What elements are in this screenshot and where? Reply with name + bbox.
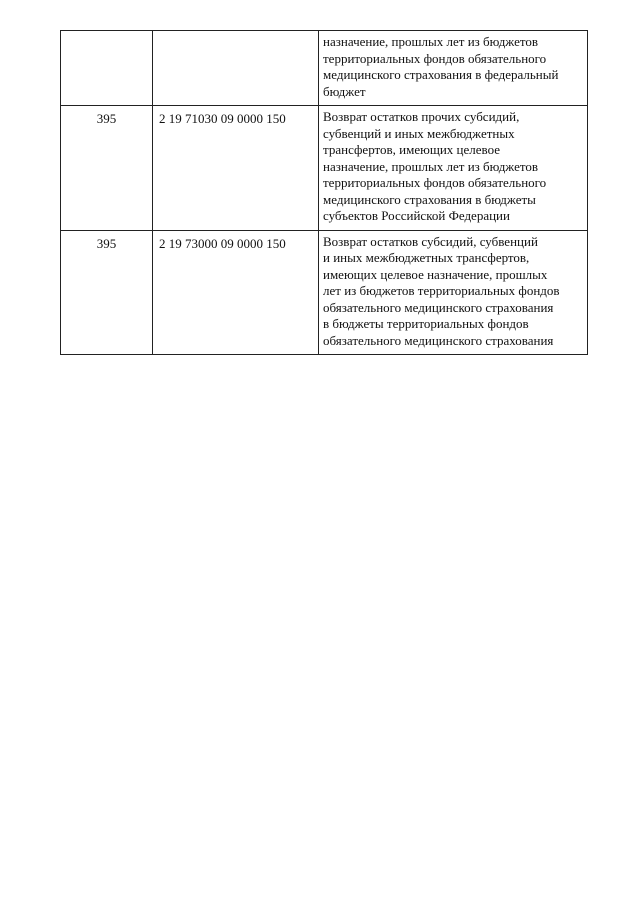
description-line: Возврат остатков прочих субсидий, <box>323 109 520 124</box>
budget-classification-code-cell <box>153 31 319 106</box>
description-line: имеющих целевое назначение, прошлых <box>323 266 548 282</box>
description-line: территориальных фондов обязательного <box>323 175 547 190</box>
description-line: назначение, прошлых лет из бюджетов <box>323 34 539 49</box>
budget-codes-table <box>60 30 588 355</box>
description-line: и иных межбюджетных трансфертов, <box>323 250 530 265</box>
description-line: назначение, прошлых лет из бюджетов <box>323 158 539 174</box>
description-line: обязательного медицинского страхования <box>323 332 554 348</box>
budget-classification-code-cell: 2 19 73000 09 0000 150 <box>153 230 319 355</box>
description-line: субвенций и иных межбюджетных <box>323 125 515 141</box>
description-line: бюджет <box>323 83 366 99</box>
description-line: лет из бюджетов территориальных фондов <box>323 283 560 298</box>
description-line: в бюджеты территориальных фондов <box>323 316 529 331</box>
table-row <box>61 31 588 106</box>
description-line: медицинского страхования в бюджеты <box>323 191 536 207</box>
admin-code-cell: 395 <box>61 106 153 231</box>
description-cell <box>319 31 588 106</box>
table-row <box>61 106 588 231</box>
description-line: субъектов Российской Федерации <box>323 208 510 223</box>
description-line: медицинского страхования в федеральный <box>323 67 559 82</box>
description-line: обязательного медицинского страхования <box>323 299 554 315</box>
admin-code-cell <box>61 31 153 106</box>
budget-classification-code-cell: 2 19 71030 09 0000 150 <box>153 106 319 231</box>
description-cell <box>319 106 588 231</box>
table-row <box>61 230 588 355</box>
admin-code-cell: 395 <box>61 230 153 355</box>
description-cell <box>319 230 588 355</box>
description-line: территориальных фондов обязательного <box>323 50 547 66</box>
description-line: Возврат остатков субсидий, субвенций <box>323 233 538 249</box>
description-line: трансфертов, имеющих целевое <box>323 142 501 157</box>
